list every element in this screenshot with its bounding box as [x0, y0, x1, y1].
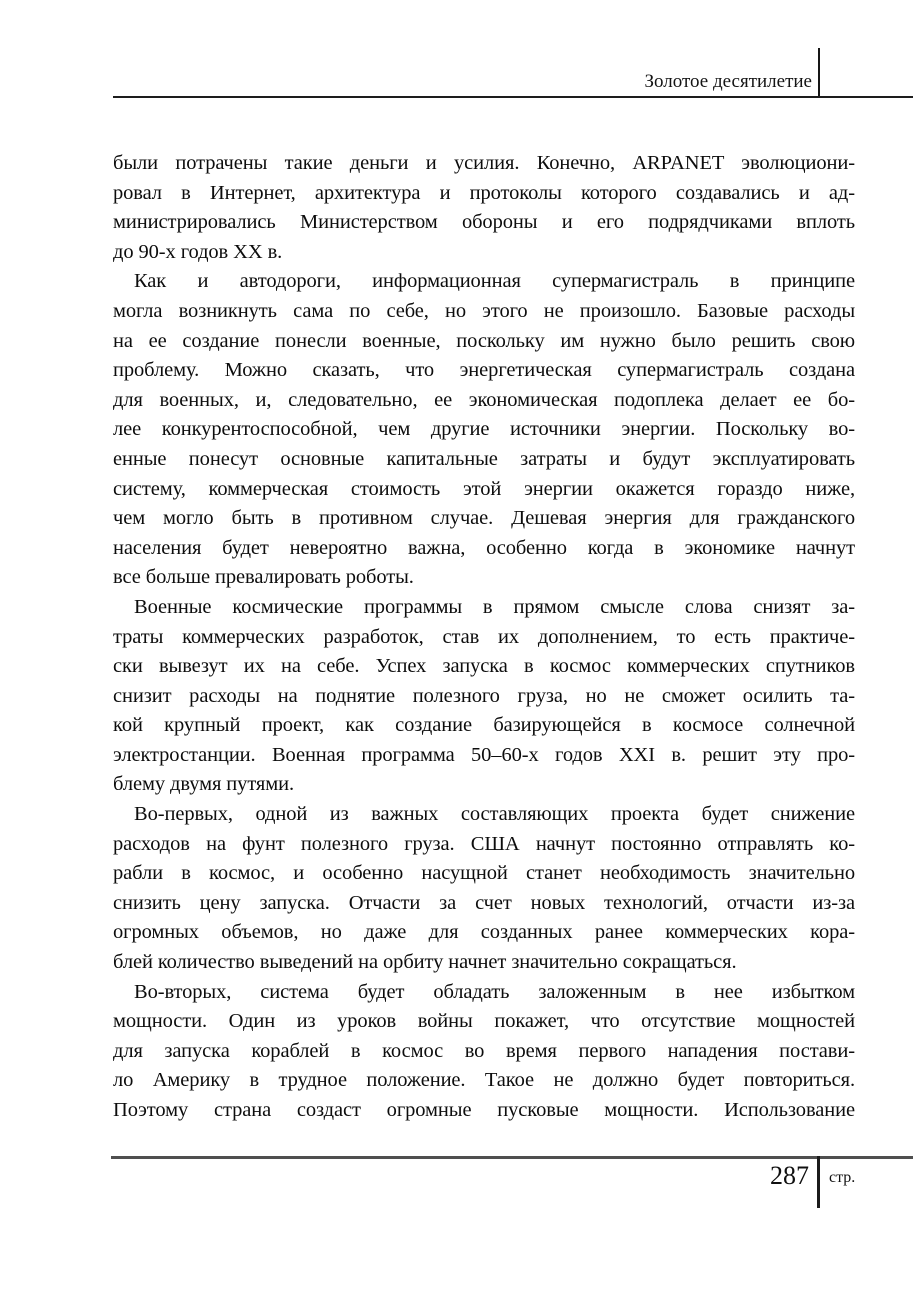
text-line: ски вывезут их на себе. Успех запуска в космос коммерческих спутников — [113, 655, 855, 678]
paragraph — [113, 267, 855, 593]
text-line: мощности. Один из уроков войны покажет, что отсутствие мощностей — [113, 1010, 855, 1033]
text-line: чем могло быть в противном случае. Дешевая энергия для гражданского — [113, 507, 855, 530]
text-line: снизит расходы на поднятие полезного груза, но не сможет осилить та- — [113, 684, 855, 707]
paragraph — [113, 978, 855, 1126]
header-divider-vertical — [818, 48, 820, 98]
text-line: кой крупный проект, как создание базирующейся в космосе солнечной — [113, 714, 855, 737]
page-number: 287 — [770, 1161, 809, 1190]
paragraph — [113, 149, 855, 267]
footer-divider-vertical — [817, 1156, 820, 1208]
text-line: Во-вторых, система будет обладать заложенным в нее избытком — [134, 980, 855, 1003]
text-line: населения будет невероятно важна, особенно когда в экономике начнут — [113, 536, 855, 559]
text-line: ло Америку в трудное положение. Такое не должно будет повториться. — [113, 1069, 855, 1092]
text-line: электростанции. Военная программа 50–60-х годов XXI в. решит эту про- — [113, 743, 855, 766]
text-line: лее конкурентоспособной, чем другие источники энергии. Поскольку во- — [113, 418, 855, 441]
text-line: рабли в космос, и особенно насущной станет необходимость значительно — [113, 862, 855, 885]
text-line: ровал в Интернет, архитектура и протоколы которого создавались и ад- — [113, 181, 855, 204]
text-line: проблему. Можно сказать, что энергетическая супермагистраль создана — [113, 359, 855, 382]
text-line: министрировались Министерством обороны и его подрядчиками вплоть — [113, 211, 855, 234]
text-line: все больше превалировать роботы. — [113, 566, 414, 589]
text-line: Как и автодороги, информационная супермагистраль в принципе — [134, 270, 855, 293]
text-line: Поэтому страна создаст огромные пусковые мощности. Использование — [113, 1099, 855, 1121]
header-rule — [113, 96, 913, 98]
paragraph — [113, 800, 855, 978]
text-line: енные понесут основные капитальные затраты и будут эксплуатировать — [113, 447, 855, 470]
text-line: блему двумя путями. — [113, 773, 295, 796]
text-line: для запуска кораблей в космос во время первого нападения постави- — [113, 1039, 855, 1062]
text-line: могла возникнуть сама по себе, но этого не произошло. Базовые расходы — [113, 299, 855, 322]
text-line: Во-первых, одной из важных составляющих проекта будет снижение — [134, 803, 855, 826]
footer-rule — [111, 1156, 913, 1159]
text-line: блей количество выведений на орбиту начнет значительно сокращаться. — [113, 951, 737, 974]
text-line: для военных, и, следовательно, ее экономическая подоплека делает ее бо- — [113, 388, 855, 411]
text-line: на ее создание понесли военные, поскольку им нужно было решить свою — [113, 329, 855, 352]
text-line: снизить цену запуска. Отчасти за счет новых технологий, отчасти из-за — [113, 891, 855, 914]
body-text — [113, 149, 855, 1126]
text-line: расходов на фунт полезного груза. США начнут постоянно отправлять ко- — [113, 832, 855, 855]
text-line: Военные космические программы в прямом смысле слова снизят за- — [134, 595, 855, 618]
paragraph — [113, 593, 855, 800]
page-label: стр. — [829, 1169, 856, 1186]
running-title: Золотое десятилетие — [644, 71, 812, 92]
text-line: огромных объемов, но даже для созданных ранее коммерческих кора- — [113, 921, 855, 944]
text-line: траты коммерческих разработок, став их дополнением, то есть практиче- — [113, 625, 855, 648]
text-line: до 90-х годов XX в. — [113, 240, 283, 263]
text-line: были потрачены такие деньги и усилия. Конечно, ARPANET эволюциони- — [113, 152, 855, 174]
text-line: систему, коммерческая стоимость этой энергии окажется гораздо ниже, — [113, 477, 855, 500]
